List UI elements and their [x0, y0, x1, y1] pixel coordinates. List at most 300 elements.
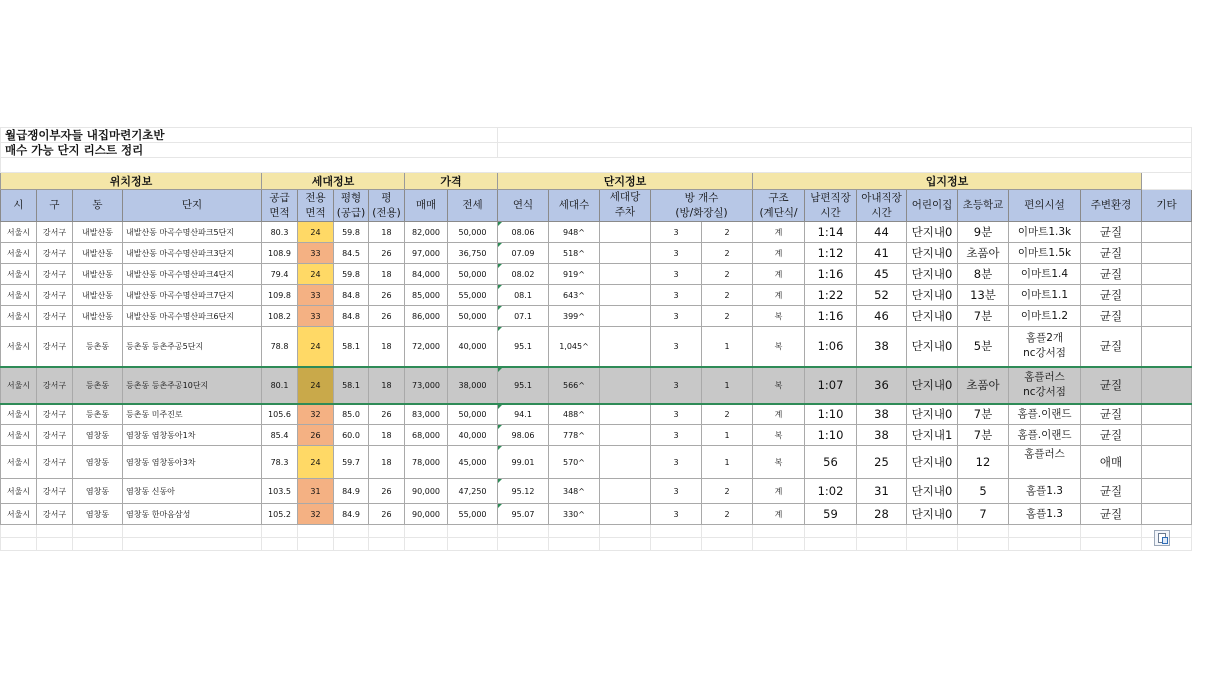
- cell-year[interactable]: 07.09: [498, 243, 549, 264]
- cell-amenities[interactable]: 홈플2개 nc강서점: [1009, 327, 1081, 367]
- cell-room-count[interactable]: 3: [651, 243, 702, 264]
- cell-wife-commute[interactable]: 36: [857, 367, 907, 404]
- cell-daycare[interactable]: 단지내0: [907, 367, 958, 404]
- cell-si[interactable]: 서울시: [1, 222, 37, 243]
- cell-jeonse[interactable]: 55,000: [448, 504, 498, 525]
- table-row[interactable]: [1, 404, 1192, 425]
- cell-parking[interactable]: [600, 222, 651, 243]
- cell-sale[interactable]: 85,000: [405, 285, 448, 306]
- cell-amenities[interactable]: 이마트1.4: [1009, 264, 1081, 285]
- header-etc[interactable]: 기타: [1142, 190, 1192, 222]
- cell-supply-area[interactable]: 80.3: [262, 222, 298, 243]
- header-danji[interactable]: 단지: [123, 190, 262, 222]
- cell-etc[interactable]: [1142, 446, 1192, 479]
- cell-wife-commute[interactable]: 38: [857, 404, 907, 425]
- empty-cell[interactable]: [753, 538, 805, 551]
- empty-cell[interactable]: [600, 538, 651, 551]
- cell-dong[interactable]: 등촌동: [73, 327, 123, 367]
- header-dong[interactable]: 동: [73, 190, 123, 222]
- empty-cell[interactable]: [73, 538, 123, 551]
- cell-structure[interactable]: 복: [753, 327, 805, 367]
- cell-pyeong-excl[interactable]: 18: [369, 367, 405, 404]
- cell-gu[interactable]: 강서구: [37, 367, 73, 404]
- cell-supply-area[interactable]: 105.2: [262, 504, 298, 525]
- cell-parking[interactable]: [600, 264, 651, 285]
- cell-amenities[interactable]: 이마트1.1: [1009, 285, 1081, 306]
- empty-cell[interactable]: [262, 525, 298, 538]
- cell-wife-commute[interactable]: 38: [857, 327, 907, 367]
- cell-jeonse[interactable]: 50,000: [448, 306, 498, 327]
- cell-wife-commute[interactable]: 31: [857, 479, 907, 504]
- cell-dong[interactable]: 등촌동: [73, 404, 123, 425]
- cell-households[interactable]: 948^: [549, 222, 600, 243]
- empty-cell[interactable]: [1009, 538, 1081, 551]
- cell-supply-area[interactable]: 85.4: [262, 425, 298, 446]
- table-row[interactable]: [1, 446, 1192, 479]
- cell-pyeong-supply[interactable]: 59.7: [334, 446, 369, 479]
- cell-daycare[interactable]: 단지내0: [907, 306, 958, 327]
- header-parking[interactable]: 세대당 주차: [600, 190, 651, 222]
- cell-excl-area[interactable]: 24: [298, 222, 334, 243]
- cell-gu[interactable]: 강서구: [37, 327, 73, 367]
- cell-danji[interactable]: 염창동 신동아: [123, 479, 262, 504]
- cell-danji[interactable]: 등촌동 등촌주공5단지: [123, 327, 262, 367]
- empty-cell[interactable]: [448, 525, 498, 538]
- header-pyeong-supply[interactable]: 평형 (공급): [334, 190, 369, 222]
- cell-excl-area[interactable]: 26: [298, 425, 334, 446]
- cell-amenities[interactable]: 이마트1.2: [1009, 306, 1081, 327]
- cell-room-count[interactable]: 3: [651, 446, 702, 479]
- cell-etc[interactable]: [1142, 264, 1192, 285]
- cell-parking[interactable]: [600, 479, 651, 504]
- cell-sale[interactable]: 90,000: [405, 479, 448, 504]
- empty-cell[interactable]: [123, 525, 262, 538]
- header-structure[interactable]: 구조 (계단식/: [753, 190, 805, 222]
- cell-amenities[interactable]: 홈플1.3: [1009, 479, 1081, 504]
- cell-year[interactable]: 95.1: [498, 367, 549, 404]
- cell-dong[interactable]: 염창동: [73, 504, 123, 525]
- empty-cell[interactable]: [805, 525, 857, 538]
- cell-husband-commute[interactable]: 59: [805, 504, 857, 525]
- cell-structure[interactable]: 계: [753, 264, 805, 285]
- cell-room-count[interactable]: 3: [651, 306, 702, 327]
- cell-husband-commute[interactable]: 1:02: [805, 479, 857, 504]
- cell-excl-area[interactable]: 24: [298, 446, 334, 479]
- cell-daycare[interactable]: 단지내0: [907, 404, 958, 425]
- cell-room-count[interactable]: 3: [651, 367, 702, 404]
- cell-parking[interactable]: [600, 243, 651, 264]
- cell-supply-area[interactable]: 109.8: [262, 285, 298, 306]
- cell-sale[interactable]: 84,000: [405, 264, 448, 285]
- empty-cell[interactable]: [1009, 525, 1081, 538]
- cell-etc[interactable]: [1142, 404, 1192, 425]
- cell-year[interactable]: 08.02: [498, 264, 549, 285]
- cell-bath-count[interactable]: 2: [702, 243, 753, 264]
- cell-structure[interactable]: 복: [753, 367, 805, 404]
- cell-amenities[interactable]: 홈플러스: [1009, 446, 1081, 479]
- cell-year[interactable]: 94.1: [498, 404, 549, 425]
- cell-daycare[interactable]: 단지내0: [907, 243, 958, 264]
- cell-households[interactable]: 570^: [549, 446, 600, 479]
- cell-households[interactable]: 1,045^: [549, 327, 600, 367]
- table-row[interactable]: [1, 222, 1192, 243]
- cell-gu[interactable]: 강서구: [37, 306, 73, 327]
- empty-cell[interactable]: [37, 525, 73, 538]
- header-gu[interactable]: 구: [37, 190, 73, 222]
- cell-year[interactable]: 95.1: [498, 327, 549, 367]
- cell-husband-commute[interactable]: 1:16: [805, 264, 857, 285]
- cell-dong[interactable]: 염창동: [73, 479, 123, 504]
- empty-cell[interactable]: [549, 538, 600, 551]
- cell-room-count[interactable]: 3: [651, 327, 702, 367]
- cell-pyeong-supply[interactable]: 58.1: [334, 327, 369, 367]
- cell-pyeong-supply[interactable]: 84.9: [334, 479, 369, 504]
- cell-wife-commute[interactable]: 46: [857, 306, 907, 327]
- empty-cell[interactable]: [298, 538, 334, 551]
- cell-danji[interactable]: 내발산동 마곡수명산파크4단지: [123, 264, 262, 285]
- cell-amenities[interactable]: 홈플1.3: [1009, 504, 1081, 525]
- cell-danji[interactable]: 염창동 한마음삼성: [123, 504, 262, 525]
- empty-cell[interactable]: [958, 525, 1009, 538]
- table-row[interactable]: [1, 306, 1192, 327]
- empty-cell[interactable]: [334, 538, 369, 551]
- cell-si[interactable]: 서울시: [1, 285, 37, 306]
- cell-school[interactable]: 7: [958, 504, 1009, 525]
- table-row[interactable]: [1, 243, 1192, 264]
- cell-sale[interactable]: 90,000: [405, 504, 448, 525]
- cell-danji[interactable]: 염창동 염창동아1차: [123, 425, 262, 446]
- cell-amenities[interactable]: 홈플.이랜드: [1009, 425, 1081, 446]
- cell-excl-area[interactable]: 33: [298, 285, 334, 306]
- cell-room-count[interactable]: 3: [651, 222, 702, 243]
- cell-pyeong-excl[interactable]: 18: [369, 264, 405, 285]
- cell-daycare[interactable]: 단지내0: [907, 504, 958, 525]
- cell-sale[interactable]: 68,000: [405, 425, 448, 446]
- cell-households[interactable]: 778^: [549, 425, 600, 446]
- cell-structure[interactable]: 복: [753, 306, 805, 327]
- cell-etc[interactable]: [1142, 367, 1192, 404]
- cell-parking[interactable]: [600, 285, 651, 306]
- cell-year[interactable]: 07.1: [498, 306, 549, 327]
- cell-jeonse[interactable]: 47,250: [448, 479, 498, 504]
- cell-excl-area[interactable]: 31: [298, 479, 334, 504]
- cell-dong[interactable]: 내발산동: [73, 222, 123, 243]
- cell-husband-commute[interactable]: 1:06: [805, 327, 857, 367]
- empty-cell[interactable]: [498, 525, 549, 538]
- cell-etc[interactable]: [1142, 504, 1192, 525]
- cell-gu[interactable]: 강서구: [37, 264, 73, 285]
- empty-cell[interactable]: [369, 538, 405, 551]
- empty-cell[interactable]: [600, 525, 651, 538]
- cell-si[interactable]: 서울시: [1, 479, 37, 504]
- cell-wife-commute[interactable]: 45: [857, 264, 907, 285]
- cell-jeonse[interactable]: 40,000: [448, 327, 498, 367]
- header-households[interactable]: 세대수: [549, 190, 600, 222]
- cell-husband-commute[interactable]: 1:10: [805, 404, 857, 425]
- cell-excl-area[interactable]: 32: [298, 504, 334, 525]
- paste-options-icon[interactable]: [1154, 530, 1170, 546]
- cell-parking[interactable]: [600, 425, 651, 446]
- cell-etc[interactable]: [1142, 306, 1192, 327]
- cell-wife-commute[interactable]: 38: [857, 425, 907, 446]
- cell-daycare[interactable]: 단지내1: [907, 425, 958, 446]
- cell-households[interactable]: 919^: [549, 264, 600, 285]
- header-pyeong-excl[interactable]: 평 (전용): [369, 190, 405, 222]
- cell-structure[interactable]: 계: [753, 285, 805, 306]
- cell-bath-count[interactable]: 1: [702, 425, 753, 446]
- header-supply-area[interactable]: 공급 면적: [262, 190, 298, 222]
- cell-si[interactable]: 서울시: [1, 367, 37, 404]
- empty-cell[interactable]: [805, 538, 857, 551]
- cell-etc[interactable]: [1142, 479, 1192, 504]
- cell-pyeong-excl[interactable]: 26: [369, 306, 405, 327]
- cell-si[interactable]: 서울시: [1, 306, 37, 327]
- empty-cell[interactable]: [1081, 525, 1142, 538]
- cell-structure[interactable]: 계: [753, 243, 805, 264]
- empty-cell[interactable]: [857, 525, 907, 538]
- cell-etc[interactable]: [1142, 425, 1192, 446]
- cell-bath-count[interactable]: 2: [702, 222, 753, 243]
- cell-supply-area[interactable]: 79.4: [262, 264, 298, 285]
- empty-cell[interactable]: [448, 538, 498, 551]
- cell-bath-count[interactable]: 2: [702, 479, 753, 504]
- empty-cell[interactable]: [549, 525, 600, 538]
- cell-pyeong-supply[interactable]: 84.8: [334, 285, 369, 306]
- cell-gu[interactable]: 강서구: [37, 504, 73, 525]
- cell-wife-commute[interactable]: 44: [857, 222, 907, 243]
- cell-households[interactable]: 488^: [549, 404, 600, 425]
- cell-daycare[interactable]: 단지내0: [907, 327, 958, 367]
- cell-structure[interactable]: 복: [753, 425, 805, 446]
- cell-jeonse[interactable]: 55,000: [448, 285, 498, 306]
- cell-husband-commute[interactable]: 1:07: [805, 367, 857, 404]
- table-row[interactable]: [1, 479, 1192, 504]
- empty-cell[interactable]: [262, 538, 298, 551]
- cell-sale[interactable]: 97,000: [405, 243, 448, 264]
- empty-cell[interactable]: [498, 538, 549, 551]
- cell-environment[interactable]: 균질: [1081, 404, 1142, 425]
- cell-pyeong-supply[interactable]: 58.1: [334, 367, 369, 404]
- empty-cell[interactable]: [907, 525, 958, 538]
- cell-environment[interactable]: 균질: [1081, 327, 1142, 367]
- empty-cell[interactable]: [702, 538, 753, 551]
- cell-gu[interactable]: 강서구: [37, 222, 73, 243]
- cell-pyeong-supply[interactable]: 84.9: [334, 504, 369, 525]
- cell-environment[interactable]: 균질: [1081, 285, 1142, 306]
- cell-supply-area[interactable]: 103.5: [262, 479, 298, 504]
- cell-daycare[interactable]: 단지내0: [907, 264, 958, 285]
- cell-households[interactable]: 330^: [549, 504, 600, 525]
- cell-environment[interactable]: 균질: [1081, 425, 1142, 446]
- cell-excl-area[interactable]: 24: [298, 264, 334, 285]
- header-jeonse[interactable]: 전세: [448, 190, 498, 222]
- cell-environment[interactable]: 균질: [1081, 504, 1142, 525]
- cell-supply-area[interactable]: 108.2: [262, 306, 298, 327]
- header-year[interactable]: 연식: [498, 190, 549, 222]
- cell-excl-area[interactable]: 33: [298, 306, 334, 327]
- cell-bath-count[interactable]: 1: [702, 327, 753, 367]
- spreadsheet[interactable]: [0, 127, 1192, 551]
- cell-school[interactable]: 12: [958, 446, 1009, 479]
- cell-school[interactable]: 7분: [958, 425, 1009, 446]
- cell-year[interactable]: 08.06: [498, 222, 549, 243]
- cell-jeonse[interactable]: 40,000: [448, 425, 498, 446]
- cell-school[interactable]: 5분: [958, 327, 1009, 367]
- cell-excl-area[interactable]: 24: [298, 367, 334, 404]
- cell-amenities[interactable]: 홈플.이랜드: [1009, 404, 1081, 425]
- cell-daycare[interactable]: 단지내0: [907, 446, 958, 479]
- cell-pyeong-supply[interactable]: 85.0: [334, 404, 369, 425]
- cell-wife-commute[interactable]: 52: [857, 285, 907, 306]
- cell-bath-count[interactable]: 1: [702, 446, 753, 479]
- cell-structure[interactable]: 복: [753, 446, 805, 479]
- cell-excl-area[interactable]: 32: [298, 404, 334, 425]
- cell-parking[interactable]: [600, 446, 651, 479]
- cell-etc[interactable]: [1142, 327, 1192, 367]
- cell-wife-commute[interactable]: 41: [857, 243, 907, 264]
- empty-cell[interactable]: [907, 538, 958, 551]
- cell-dong[interactable]: 내발산동: [73, 306, 123, 327]
- cell-environment[interactable]: 균질: [1081, 243, 1142, 264]
- cell-pyeong-excl[interactable]: 18: [369, 222, 405, 243]
- header-sale[interactable]: 매매: [405, 190, 448, 222]
- cell-room-count[interactable]: 3: [651, 425, 702, 446]
- cell-husband-commute[interactable]: 1:12: [805, 243, 857, 264]
- cell-bath-count[interactable]: 1: [702, 367, 753, 404]
- cell-school[interactable]: 7분: [958, 404, 1009, 425]
- cell-pyeong-supply[interactable]: 60.0: [334, 425, 369, 446]
- cell-sale[interactable]: 72,000: [405, 327, 448, 367]
- table-row[interactable]: [1, 264, 1192, 285]
- empty-cell[interactable]: [857, 538, 907, 551]
- cell-si[interactable]: 서울시: [1, 425, 37, 446]
- empty-cell[interactable]: [369, 525, 405, 538]
- cell-gu[interactable]: 강서구: [37, 479, 73, 504]
- cell-danji[interactable]: 내발산동 마곡수명산파크7단지: [123, 285, 262, 306]
- cell-school[interactable]: 초품아: [958, 243, 1009, 264]
- cell-school[interactable]: 8분: [958, 264, 1009, 285]
- cell-households[interactable]: 399^: [549, 306, 600, 327]
- cell-pyeong-excl[interactable]: 26: [369, 404, 405, 425]
- cell-environment[interactable]: 균질: [1081, 306, 1142, 327]
- cell-supply-area[interactable]: 105.6: [262, 404, 298, 425]
- empty-cell[interactable]: [334, 525, 369, 538]
- cell-danji[interactable]: 내발산동 마곡수명산파크5단지: [123, 222, 262, 243]
- empty-cell[interactable]: [37, 538, 73, 551]
- cell-structure[interactable]: 계: [753, 504, 805, 525]
- cell-pyeong-excl[interactable]: 18: [369, 327, 405, 367]
- cell-pyeong-supply[interactable]: 84.8: [334, 306, 369, 327]
- cell-environment[interactable]: 균질: [1081, 222, 1142, 243]
- cell-room-count[interactable]: 3: [651, 404, 702, 425]
- cell-si[interactable]: 서울시: [1, 243, 37, 264]
- cell-danji[interactable]: 내발산동 마곡수명산파크3단지: [123, 243, 262, 264]
- empty-cell[interactable]: [702, 525, 753, 538]
- cell-danji[interactable]: 내발산동 마곡수명산파크6단지: [123, 306, 262, 327]
- cell-husband-commute[interactable]: 1:16: [805, 306, 857, 327]
- header-rooms[interactable]: 방 개수 (방/화장실): [651, 190, 753, 222]
- cell-parking[interactable]: [600, 504, 651, 525]
- cell-structure[interactable]: 계: [753, 479, 805, 504]
- cell-jeonse[interactable]: 50,000: [448, 404, 498, 425]
- cell-bath-count[interactable]: 2: [702, 285, 753, 306]
- cell-amenities[interactable]: 이마트1.3k: [1009, 222, 1081, 243]
- empty-cell[interactable]: [1, 525, 37, 538]
- table-row[interactable]: [1, 285, 1192, 306]
- cell-jeonse[interactable]: 50,000: [448, 264, 498, 285]
- table-row[interactable]: [1, 367, 1192, 404]
- cell-etc[interactable]: [1142, 222, 1192, 243]
- cell-pyeong-supply[interactable]: 84.5: [334, 243, 369, 264]
- empty-cell[interactable]: [73, 525, 123, 538]
- empty-cell[interactable]: [651, 538, 702, 551]
- cell-environment[interactable]: 균질: [1081, 264, 1142, 285]
- cell-pyeong-excl[interactable]: 26: [369, 243, 405, 264]
- cell-year[interactable]: 99.01: [498, 446, 549, 479]
- cell-environment[interactable]: 균질: [1081, 367, 1142, 404]
- cell-structure[interactable]: 계: [753, 222, 805, 243]
- cell-sale[interactable]: 73,000: [405, 367, 448, 404]
- empty-cell[interactable]: [958, 538, 1009, 551]
- empty-cell[interactable]: [1081, 538, 1142, 551]
- cell-room-count[interactable]: 3: [651, 479, 702, 504]
- cell-si[interactable]: 서울시: [1, 404, 37, 425]
- cell-jeonse[interactable]: 38,000: [448, 367, 498, 404]
- cell-danji[interactable]: 등촌동 미주진로: [123, 404, 262, 425]
- cell-parking[interactable]: [600, 367, 651, 404]
- table-row[interactable]: [1, 327, 1192, 367]
- cell-structure[interactable]: 계: [753, 404, 805, 425]
- cell-jeonse[interactable]: 45,000: [448, 446, 498, 479]
- header-amenities[interactable]: 편의시설: [1009, 190, 1081, 222]
- cell-school[interactable]: 13분: [958, 285, 1009, 306]
- cell-parking[interactable]: [600, 306, 651, 327]
- cell-pyeong-excl[interactable]: 26: [369, 504, 405, 525]
- empty-cell[interactable]: [123, 538, 262, 551]
- cell-gu[interactable]: 강서구: [37, 425, 73, 446]
- cell-sale[interactable]: 83,000: [405, 404, 448, 425]
- cell-year[interactable]: 95.12: [498, 479, 549, 504]
- empty-cell[interactable]: [298, 525, 334, 538]
- cell-supply-area[interactable]: 78.3: [262, 446, 298, 479]
- cell-school[interactable]: 5: [958, 479, 1009, 504]
- cell-gu[interactable]: 강서구: [37, 404, 73, 425]
- cell-wife-commute[interactable]: 25: [857, 446, 907, 479]
- cell-excl-area[interactable]: 24: [298, 327, 334, 367]
- cell-parking[interactable]: [600, 404, 651, 425]
- cell-room-count[interactable]: 3: [651, 285, 702, 306]
- table-row[interactable]: [1, 504, 1192, 525]
- header-excl-area[interactable]: 전용 면적: [298, 190, 334, 222]
- empty-cell[interactable]: [405, 538, 448, 551]
- cell-sale[interactable]: 86,000: [405, 306, 448, 327]
- cell-etc[interactable]: [1142, 243, 1192, 264]
- cell-bath-count[interactable]: 2: [702, 264, 753, 285]
- cell-dong[interactable]: 내발산동: [73, 243, 123, 264]
- cell-year[interactable]: 98.06: [498, 425, 549, 446]
- empty-cell[interactable]: [651, 525, 702, 538]
- cell-daycare[interactable]: 단지내0: [907, 222, 958, 243]
- cell-si[interactable]: 서울시: [1, 327, 37, 367]
- cell-supply-area[interactable]: 80.1: [262, 367, 298, 404]
- cell-households[interactable]: 518^: [549, 243, 600, 264]
- cell-sale[interactable]: 78,000: [405, 446, 448, 479]
- cell-husband-commute[interactable]: 1:10: [805, 425, 857, 446]
- cell-gu[interactable]: 강서구: [37, 243, 73, 264]
- cell-supply-area[interactable]: 108.9: [262, 243, 298, 264]
- cell-jeonse[interactable]: 50,000: [448, 222, 498, 243]
- cell-bath-count[interactable]: 2: [702, 504, 753, 525]
